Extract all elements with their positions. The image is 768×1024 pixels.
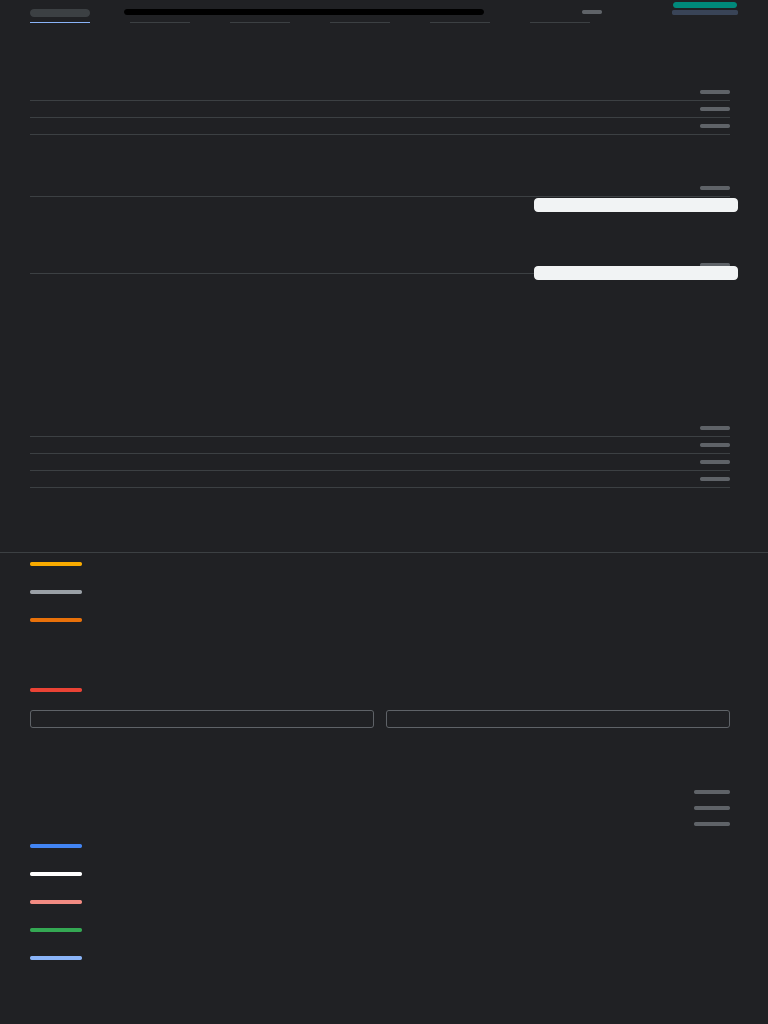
site-favicon-icon	[30, 872, 82, 876]
tab-3[interactable]	[230, 14, 290, 23]
section-divider	[0, 552, 768, 553]
result-thumbnail[interactable]	[534, 198, 738, 212]
chevron-down-icon	[700, 90, 730, 94]
search-result	[30, 560, 730, 578]
people-also-ask	[30, 80, 730, 135]
search-result	[30, 616, 730, 634]
site-favicon-icon	[30, 900, 82, 904]
site-favicon-icon	[30, 590, 82, 594]
tab-all[interactable]	[30, 14, 90, 23]
chevron-down-icon	[700, 477, 730, 481]
site-favicon-icon	[30, 618, 82, 622]
tab-6[interactable]	[530, 14, 590, 23]
paa-question[interactable]	[30, 101, 730, 118]
paa-question[interactable]	[30, 118, 730, 135]
related-search-item[interactable]	[30, 800, 730, 816]
search-tabs	[30, 14, 730, 22]
result-thumbnail[interactable]	[534, 266, 738, 280]
result-snippet	[30, 624, 730, 634]
chevron-down-icon	[700, 124, 730, 128]
site-favicon-icon	[30, 562, 82, 566]
paa-question[interactable]	[30, 454, 730, 471]
tab-4[interactable]	[330, 14, 390, 23]
chevron-right-icon	[694, 806, 730, 810]
paa-question[interactable]	[30, 84, 730, 101]
result-snippet	[30, 694, 730, 704]
snippet-text	[30, 26, 730, 46]
tab-5[interactable]	[430, 14, 490, 23]
search-result	[30, 898, 730, 906]
search-result	[30, 686, 730, 704]
related-searches	[30, 780, 730, 832]
chevron-down-icon	[700, 443, 730, 447]
paa-list-more	[30, 420, 730, 488]
site-favicon-icon	[30, 688, 82, 692]
site-favicon-icon	[30, 956, 82, 960]
related-search-item[interactable]	[30, 784, 730, 800]
paa-answer	[30, 197, 520, 217]
sitelink[interactable]	[30, 710, 374, 728]
paa-expanded	[30, 180, 730, 274]
paa-question[interactable]	[30, 420, 730, 437]
result-snippet	[30, 568, 730, 578]
chevron-down-icon	[700, 186, 730, 190]
tab-2[interactable]	[130, 14, 190, 23]
search-result	[30, 870, 730, 878]
paa-question[interactable]	[30, 471, 730, 488]
search-result	[30, 588, 730, 606]
result-snippet	[30, 596, 730, 606]
paa-question[interactable]	[30, 437, 730, 454]
site-favicon-icon	[30, 928, 82, 932]
chevron-right-icon	[694, 790, 730, 794]
search-result	[30, 926, 730, 934]
search-result	[30, 842, 730, 850]
chevron-down-icon	[700, 107, 730, 111]
avatar[interactable]	[673, 2, 737, 8]
chevron-down-icon	[700, 426, 730, 430]
sitelink[interactable]	[386, 710, 730, 728]
chevron-right-icon	[694, 822, 730, 826]
paa-question[interactable]	[30, 180, 730, 197]
chevron-down-icon	[700, 460, 730, 464]
search-result	[30, 954, 730, 972]
result-snippet	[30, 962, 730, 972]
result-sitelinks	[30, 710, 730, 728]
site-favicon-icon	[30, 844, 82, 848]
related-search-item[interactable]	[30, 816, 730, 832]
featured-snippet	[30, 26, 730, 46]
